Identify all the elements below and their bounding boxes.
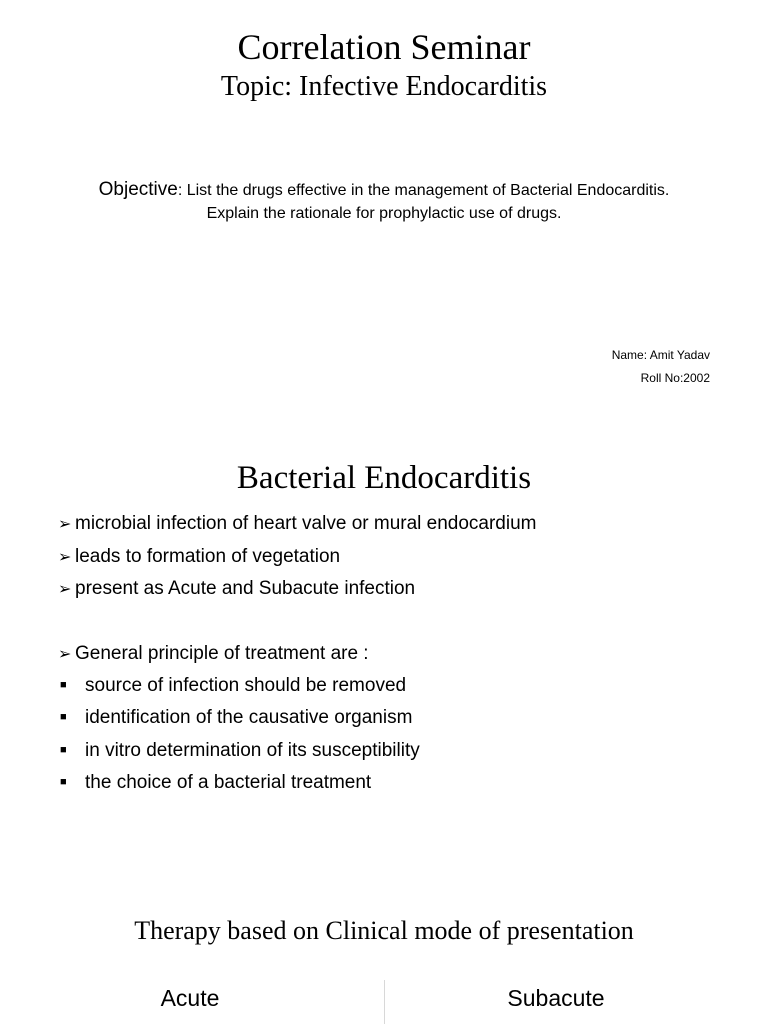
arrow-bullet-icon: ➢ <box>58 546 72 566</box>
square-bullet-icon: ■ <box>60 743 67 756</box>
square-bullet-icon: ■ <box>60 679 67 691</box>
list-item-text: present as Acute and Subacute infection <box>75 578 416 599</box>
column-divider <box>384 980 385 1024</box>
list-item <box>58 578 718 611</box>
definition-list <box>58 513 718 676</box>
roll-number: Roll No:2002 <box>640 371 710 385</box>
list-item-text: source of infection should be removed <box>85 675 407 696</box>
author-name: Name: Amit Yadav <box>611 348 710 362</box>
list-item <box>58 740 718 772</box>
principle-heading: General principle of treatment are : <box>75 643 369 664</box>
list-item-text: in vitro determination of its susceptibility <box>85 739 420 761</box>
list-spacer <box>58 611 718 644</box>
list-item <box>58 546 718 579</box>
arrow-bullet-icon: ➢ <box>58 644 72 663</box>
list-item <box>58 513 718 546</box>
list-item-text: the choice of a bacterial treatment <box>85 771 372 793</box>
slide-title: Correlation Seminar <box>237 27 531 67</box>
title-slide <box>0 0 768 420</box>
principles-list <box>58 675 718 804</box>
list-item-text: microbial infection of heart valve or mural endocardium <box>75 513 537 534</box>
square-bullet-icon: ■ <box>60 775 67 788</box>
square-bullet-icon: ■ <box>60 711 67 724</box>
arrow-bullet-icon: ➢ <box>58 514 72 533</box>
objective-paragraph <box>90 178 678 225</box>
objective-label: Objective <box>98 179 178 200</box>
list-item <box>58 675 718 707</box>
list-item <box>58 643 718 676</box>
list-item-text: identification of the causative organism <box>85 707 413 729</box>
bacterial-endocarditis-slide <box>0 440 768 860</box>
slide-topic: Topic: Infective Endocarditis <box>220 71 548 102</box>
list-item <box>58 772 718 804</box>
list-item-text: leads to formation of vegetation <box>75 545 341 567</box>
slide-title: Bacterial Endocarditis <box>236 460 532 496</box>
column-heading-acute: Acute <box>160 985 220 1011</box>
list-item <box>58 707 718 739</box>
therapy-slide <box>0 900 768 1024</box>
objective-text: : List the drugs effective in the management of Bacterial Endocarditis. Explain the rationale for prophylactic use of drugs. <box>177 182 670 222</box>
slide-title: Therapy based on Clinical mode of presentation <box>134 916 634 945</box>
arrow-bullet-icon: ➢ <box>58 579 72 598</box>
column-heading-subacute: Subacute <box>507 985 605 1011</box>
